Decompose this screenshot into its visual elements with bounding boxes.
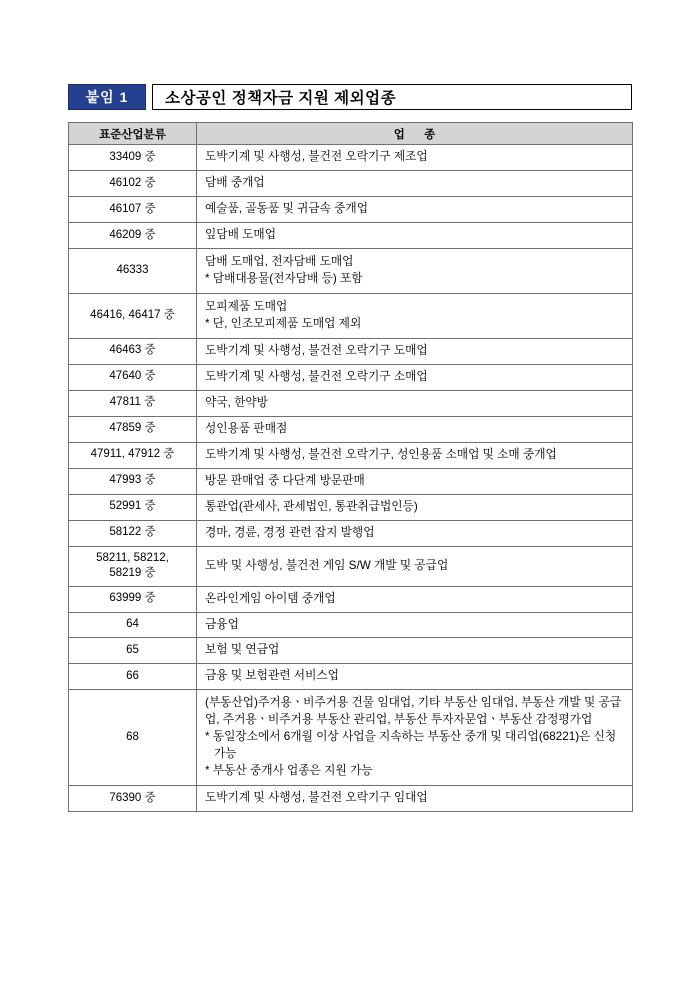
table-body <box>69 145 633 812</box>
description-line: (부동산업)주거용ㆍ비주거용 건물 임대업, 기타 부동산 임대업, 부동산 개발 및 공급업, 주거용ㆍ비주거용 부동산 관리업, 부동산 투자자문업ㆍ부동산 감정평가업 <box>205 696 622 727</box>
table-row <box>69 442 633 468</box>
description-line: 도박 및 사행성, 불건전 게임 S/W 개발 및 공급업 <box>205 558 449 572</box>
cell-industry-code: 46209 중 <box>69 222 197 248</box>
table-row <box>69 690 633 786</box>
cell-industry-description <box>197 546 633 586</box>
column-header-industry: 업 종 <box>197 123 633 145</box>
cell-industry-code: 47911, 47912 중 <box>69 442 197 468</box>
cell-industry-code: 76390 중 <box>69 786 197 812</box>
cell-industry-description <box>197 222 633 248</box>
description-line: 성인용품 판매점 <box>205 421 288 435</box>
cell-industry-description <box>197 145 633 171</box>
description-line: 도박기계 및 사행성, 불건전 오락기구 소매업 <box>205 369 428 383</box>
description-note: * 부동산 중개사 업종은 지원 가능 <box>205 764 373 778</box>
cell-industry-code: 46333 <box>69 248 197 293</box>
table-row <box>69 546 633 586</box>
table-row <box>69 664 633 690</box>
cell-industry-code: 46102 중 <box>69 170 197 196</box>
table-row <box>69 248 633 293</box>
table-row <box>69 170 633 196</box>
table-row <box>69 293 633 338</box>
cell-industry-description <box>197 786 633 812</box>
cell-industry-code: 46107 중 <box>69 196 197 222</box>
table-row <box>69 416 633 442</box>
description-line: 도박기계 및 사행성, 불건전 오락기구, 성인용품 소매업 및 소매 중개업 <box>205 447 557 461</box>
cell-industry-description <box>197 416 633 442</box>
cell-industry-code: 47859 중 <box>69 416 197 442</box>
description-line: 통관업(관세사, 관세법인, 통관취급법인등) <box>205 499 418 513</box>
cell-industry-code: 46463 중 <box>69 338 197 364</box>
description-line: 담배 도매업, 전자담배 도매업 <box>205 254 354 268</box>
description-line: 경마, 경륜, 경정 관련 잡지 발행업 <box>205 525 375 539</box>
cell-industry-code: 47640 중 <box>69 364 197 390</box>
cell-industry-code: 46416, 46417 중 <box>69 293 197 338</box>
cell-industry-description <box>197 170 633 196</box>
description-line: 금융업 <box>205 617 239 631</box>
cell-industry-code: 68 <box>69 690 197 786</box>
table-row <box>69 145 633 171</box>
cell-industry-description <box>197 612 633 638</box>
page-title: 소상공인 정책자금 지원 제외업종 <box>152 84 632 110</box>
cell-industry-description <box>197 390 633 416</box>
cell-industry-code: 58211, 58212, 58219 중 <box>69 546 197 586</box>
table-row <box>69 586 633 612</box>
description-note: * 동일장소에서 6개월 이상 사업을 지속하는 부동산 중개 및 대리업(68221)은 신청 가능 <box>205 730 617 761</box>
table-header <box>69 123 633 145</box>
cell-industry-description <box>197 364 633 390</box>
cell-industry-description <box>197 586 633 612</box>
description-line: 보험 및 연금업 <box>205 643 280 657</box>
description-note: * 담배대용물(전자담배 등) 포함 <box>205 271 363 285</box>
cell-industry-description <box>197 664 633 690</box>
cell-industry-code: 66 <box>69 664 197 690</box>
description-line: 도박기계 및 사행성, 불건전 오락기구 임대업 <box>205 791 428 805</box>
cell-industry-description <box>197 293 633 338</box>
description-line: 담배 중개업 <box>205 175 265 189</box>
cell-industry-code: 47811 중 <box>69 390 197 416</box>
table-row <box>69 612 633 638</box>
cell-industry-description <box>197 248 633 293</box>
table-row <box>69 520 633 546</box>
table-header-row <box>69 123 633 145</box>
attachment-badge: 붙임 1 <box>68 84 146 110</box>
cell-industry-description <box>197 520 633 546</box>
table-row <box>69 196 633 222</box>
description-line: 약국, 한약방 <box>205 395 268 409</box>
cell-industry-code: 33409 중 <box>69 145 197 171</box>
description-line: 예술품, 골동품 및 귀금속 중개업 <box>205 201 369 215</box>
description-line: 온라인게임 아이템 중개업 <box>205 591 336 605</box>
table-row <box>69 786 633 812</box>
cell-industry-code: 65 <box>69 638 197 664</box>
table-row <box>69 638 633 664</box>
description-line: 도박기계 및 사행성, 불건전 오락기구 도매업 <box>205 343 428 357</box>
cell-industry-description <box>197 468 633 494</box>
table-row <box>69 468 633 494</box>
cell-industry-description <box>197 690 633 786</box>
cell-industry-description <box>197 494 633 520</box>
table-row <box>69 364 633 390</box>
cell-industry-code: 63999 중 <box>69 586 197 612</box>
cell-industry-description <box>197 196 633 222</box>
excluded-industries-table <box>68 122 633 812</box>
cell-industry-code: 47993 중 <box>69 468 197 494</box>
description-line: 모피제품 도매업 <box>205 299 288 313</box>
description-line: 잎담배 도매업 <box>205 227 276 241</box>
table-row <box>69 494 633 520</box>
description-line: 금융 및 보험관련 서비스업 <box>205 669 339 683</box>
attachment-title-row <box>68 84 632 110</box>
table-row <box>69 222 633 248</box>
cell-industry-code: 58122 중 <box>69 520 197 546</box>
column-header-code: 표준산업분류 <box>69 123 197 145</box>
table-row <box>69 390 633 416</box>
description-line: 방문 판매업 중 다단계 방문판매 <box>205 473 365 487</box>
table-row <box>69 338 633 364</box>
cell-industry-description <box>197 442 633 468</box>
cell-industry-code: 64 <box>69 612 197 638</box>
cell-industry-description <box>197 638 633 664</box>
description-note: * 단, 인조모피제품 도매업 제외 <box>205 316 362 330</box>
cell-industry-description <box>197 338 633 364</box>
cell-industry-code: 52991 중 <box>69 494 197 520</box>
description-line: 도박기계 및 사행성, 불건전 오락기구 제조업 <box>205 150 428 163</box>
